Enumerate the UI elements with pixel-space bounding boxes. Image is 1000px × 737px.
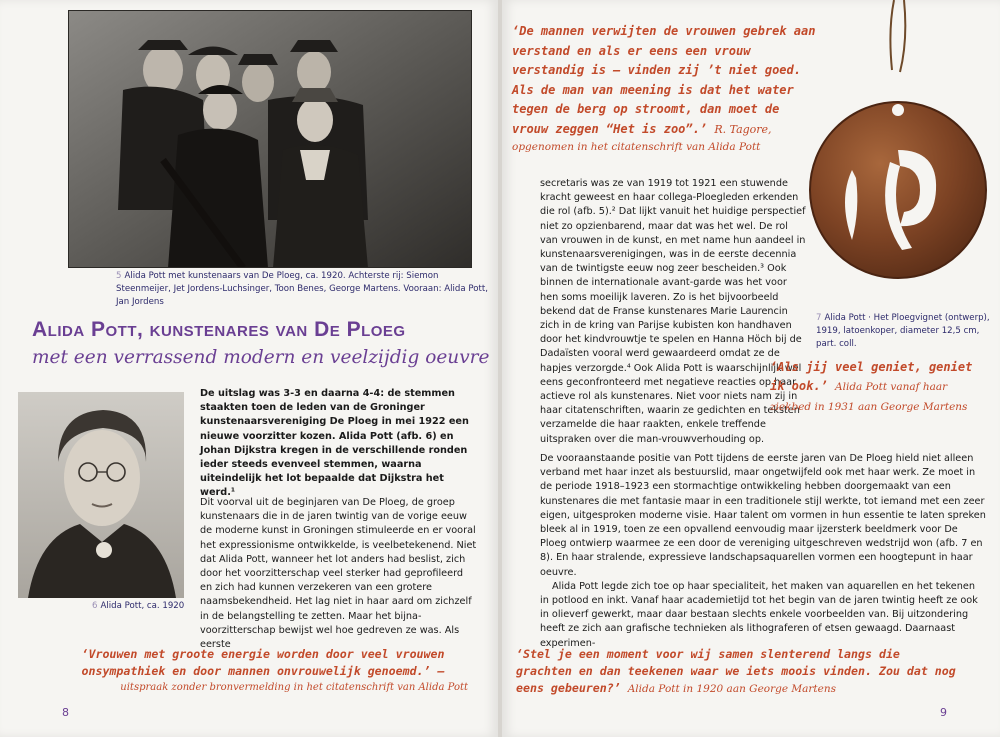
- vignet-caption: [816, 312, 998, 351]
- pull-quote-top: [512, 22, 820, 155]
- paragraph: Alida Pott legde zich toe op haar specialiteit, het maken van aquarellen en het tekenen in potlood en inkt. Vanaf haar academietijd tot het begin van de jaren twintig heeft ze ook in olieverf gewerkt, maar daar bestaan slechts enkele voorbeelden van. Bij uitzondering heeft ze zich aan grafische technieken als lithograferen of etsen gewaagd. Daarnaast experimen-: [540, 580, 978, 649]
- caption-number: 6: [92, 601, 98, 611]
- ploeg-vignet-image: [808, 0, 994, 292]
- caption-text: Alida Pott, ca. 1920: [100, 601, 185, 611]
- caption-number: 7: [816, 313, 822, 323]
- lead-paragraph: De uitslag was 3-3 en daarna 4-4: de stemmen staakten toen de leden van de Groninger kunstenaarsvereniging De Ploeg in mei 1922 een nieuwe voorzitter kozen. Alida Pott (afb. 6) en Johan Dijkstra kregen in de verschillende ronden ieder steeds evenveel stemmen, waarna uiteindelijk het lot bepaalde dat Dijkstra het werd.¹: [200, 388, 469, 499]
- paragraph: De vooraanstaande positie van Pott tijdens de eerste jaren van De Ploeg hield niet alleen verband met haar inzet als bestuurslid, maar ongetwijfeld ook met haar werk. Ze moet in de periode 1918–1923 een stormachtige ontwikkeling hebben doorgemaakt van een kunstenares die met fantasie maar in een traditionele stijl werkte, tot iemand met een zeer eigen, uitgesproken moderne visie. Haar talent om vormen in hun essentie te laten spreken bleek al in 1919, toen ze een opvallend eenvoudig maar ijzersterk beeldmerk voor De Ploeg ontwierp waarmee ze een door de vereniging uitgeschreven wedstrijd won (afb. 7 en 8). En haar stralende, expressieve landschapsaquarellen vormen een hoogtepunt in haar oeuvre.: [540, 453, 986, 578]
- quote-attribution: opgenomen in het citatenschrift van Alida Pott: [512, 141, 761, 153]
- quote-attribution: uitspraak zonder bronvermelding in het citatenschrift van Alida Pott: [120, 682, 468, 693]
- paragraph: secretaris was ze van 1919 tot 1921 een stuwende kracht geweest en haar collega-Ploegleden erkenden die rol (afb. 5).² Dat lijkt vanuit het huidige perspectief niet zo opzienbarend, maar dat was het wel. De rol van vrouwen in de kunst, en met name hun aandeel in kunstenaarsverenigingen, was in de eerste decennia van de twintigste eeuw nog zeer bescheiden.³ Ook binnen de internationale avant-garde was het voor hen soms moeilijk laveren. Zo is het bijvoorbeeld bekend dat de Franse kunstenares Marie Laurencin zich in de kring van Parijse kubisten kon handhaven door het kindvrouwtje te spelen en Hanna Höch bij de Dadaïsten vooral werd gewaardeerd omdat ze de hapjes verzorgde.⁴ Ook Alida Pott is waarschijnlijk wel eens geconfronteerd met negatieve reacties op haar actieve rol als kunstenares. Niet voor niets nam zij in haar citatenschriften, waarin ze gedichten en teksten verzamelde die haar raakten, enkele treffende uitspraken over die man-vrouwverhouding op.: [540, 178, 806, 445]
- group-portrait-photo: [68, 10, 472, 268]
- body-text-right-col2: [540, 452, 986, 651]
- page-number: 9: [940, 706, 947, 719]
- right-page: [502, 0, 1000, 737]
- pull-quote-mid: [770, 358, 982, 417]
- caption-text: Alida Pott met kunstenaars van De Ploeg, ca. 1920. Achterste rij: Siemon Steenmeijer, Jet Jordens-Luchsinger, Toon Benes, George Martens. Vooraan: Alida Pott, Jan Jordens: [116, 271, 488, 307]
- left-page: [0, 0, 498, 737]
- paragraph: Dit voorval uit de beginjaren van De Ploeg, de groep kunstenaars die in de jaren twintig van de vorige eeuw de moderne kunst in Groningen stimuleerde en er vooral het expressionisme ontwikkelde, is veelbetekenend. Niet dat Alida Pott, wanneer het lot anders had beslist, zich door het voorzitterschap veel sterker had geprofileerd en zich had kunnen verzekeren van een grotere naamsbekendheid. Het lag niet in haar aard om zichzelf in de belangstelling te zetten. Maar het bijna-voorzitterschap bewijst wel hoe gedreven ze was. Als eerste: [200, 497, 477, 651]
- photo6-caption: [92, 600, 212, 613]
- page-number: 8: [62, 706, 69, 719]
- caption-text: Alida Pott · Het Ploegvignet (ontwerp), 1919, latoenkoper, diameter 12,5 cm, part. coll.: [816, 313, 990, 349]
- body-text-left: [200, 496, 478, 652]
- pull-quote-left: [40, 646, 486, 695]
- article-subtitle: met een verrassend modern en veelzijdig oeuvre: [32, 347, 490, 368]
- quote-attribution: Alida Pott vanaf haar ziekbed in 1931 aan George Martens: [770, 381, 968, 413]
- body-text-right-col1: [540, 177, 808, 447]
- quote-text: ‘Stel je een moment voor wij samen slenterend langs die grachten en dan teekenen waar we iets moois vinden. Zou dat nog eens gebeuren?’: [516, 647, 956, 695]
- pull-quote-bottom: [516, 646, 960, 698]
- article-title: Alida Pott, kunstenares van De Ploeg: [32, 318, 406, 341]
- quote-text: ‘Als jij veel geniet, geniet ik ook.’: [770, 360, 973, 393]
- quote-text: ‘De mannen verwijten de vrouwen gebrek aan verstand en als er eens een vrouw verstandig is – vinden zij ’t niet goed. Als de man van meening is dat het water tegen de berg op stroomt, dan moet de vrouw zeggen “Het is zoo”.’: [512, 24, 816, 136]
- quote-author: R. Tagore,: [714, 122, 772, 136]
- portrait-photo: [18, 392, 184, 598]
- caption-number: 5: [116, 271, 122, 281]
- quote-text: ‘Vrouwen met groote energie worden door veel vrouwen onsympathiek en door mannen onvrouwelijk genoemd.’ –: [81, 647, 445, 678]
- quote-attribution: Alida Pott in 1920 aan George Martens: [627, 683, 837, 695]
- photo5-caption: [116, 270, 488, 309]
